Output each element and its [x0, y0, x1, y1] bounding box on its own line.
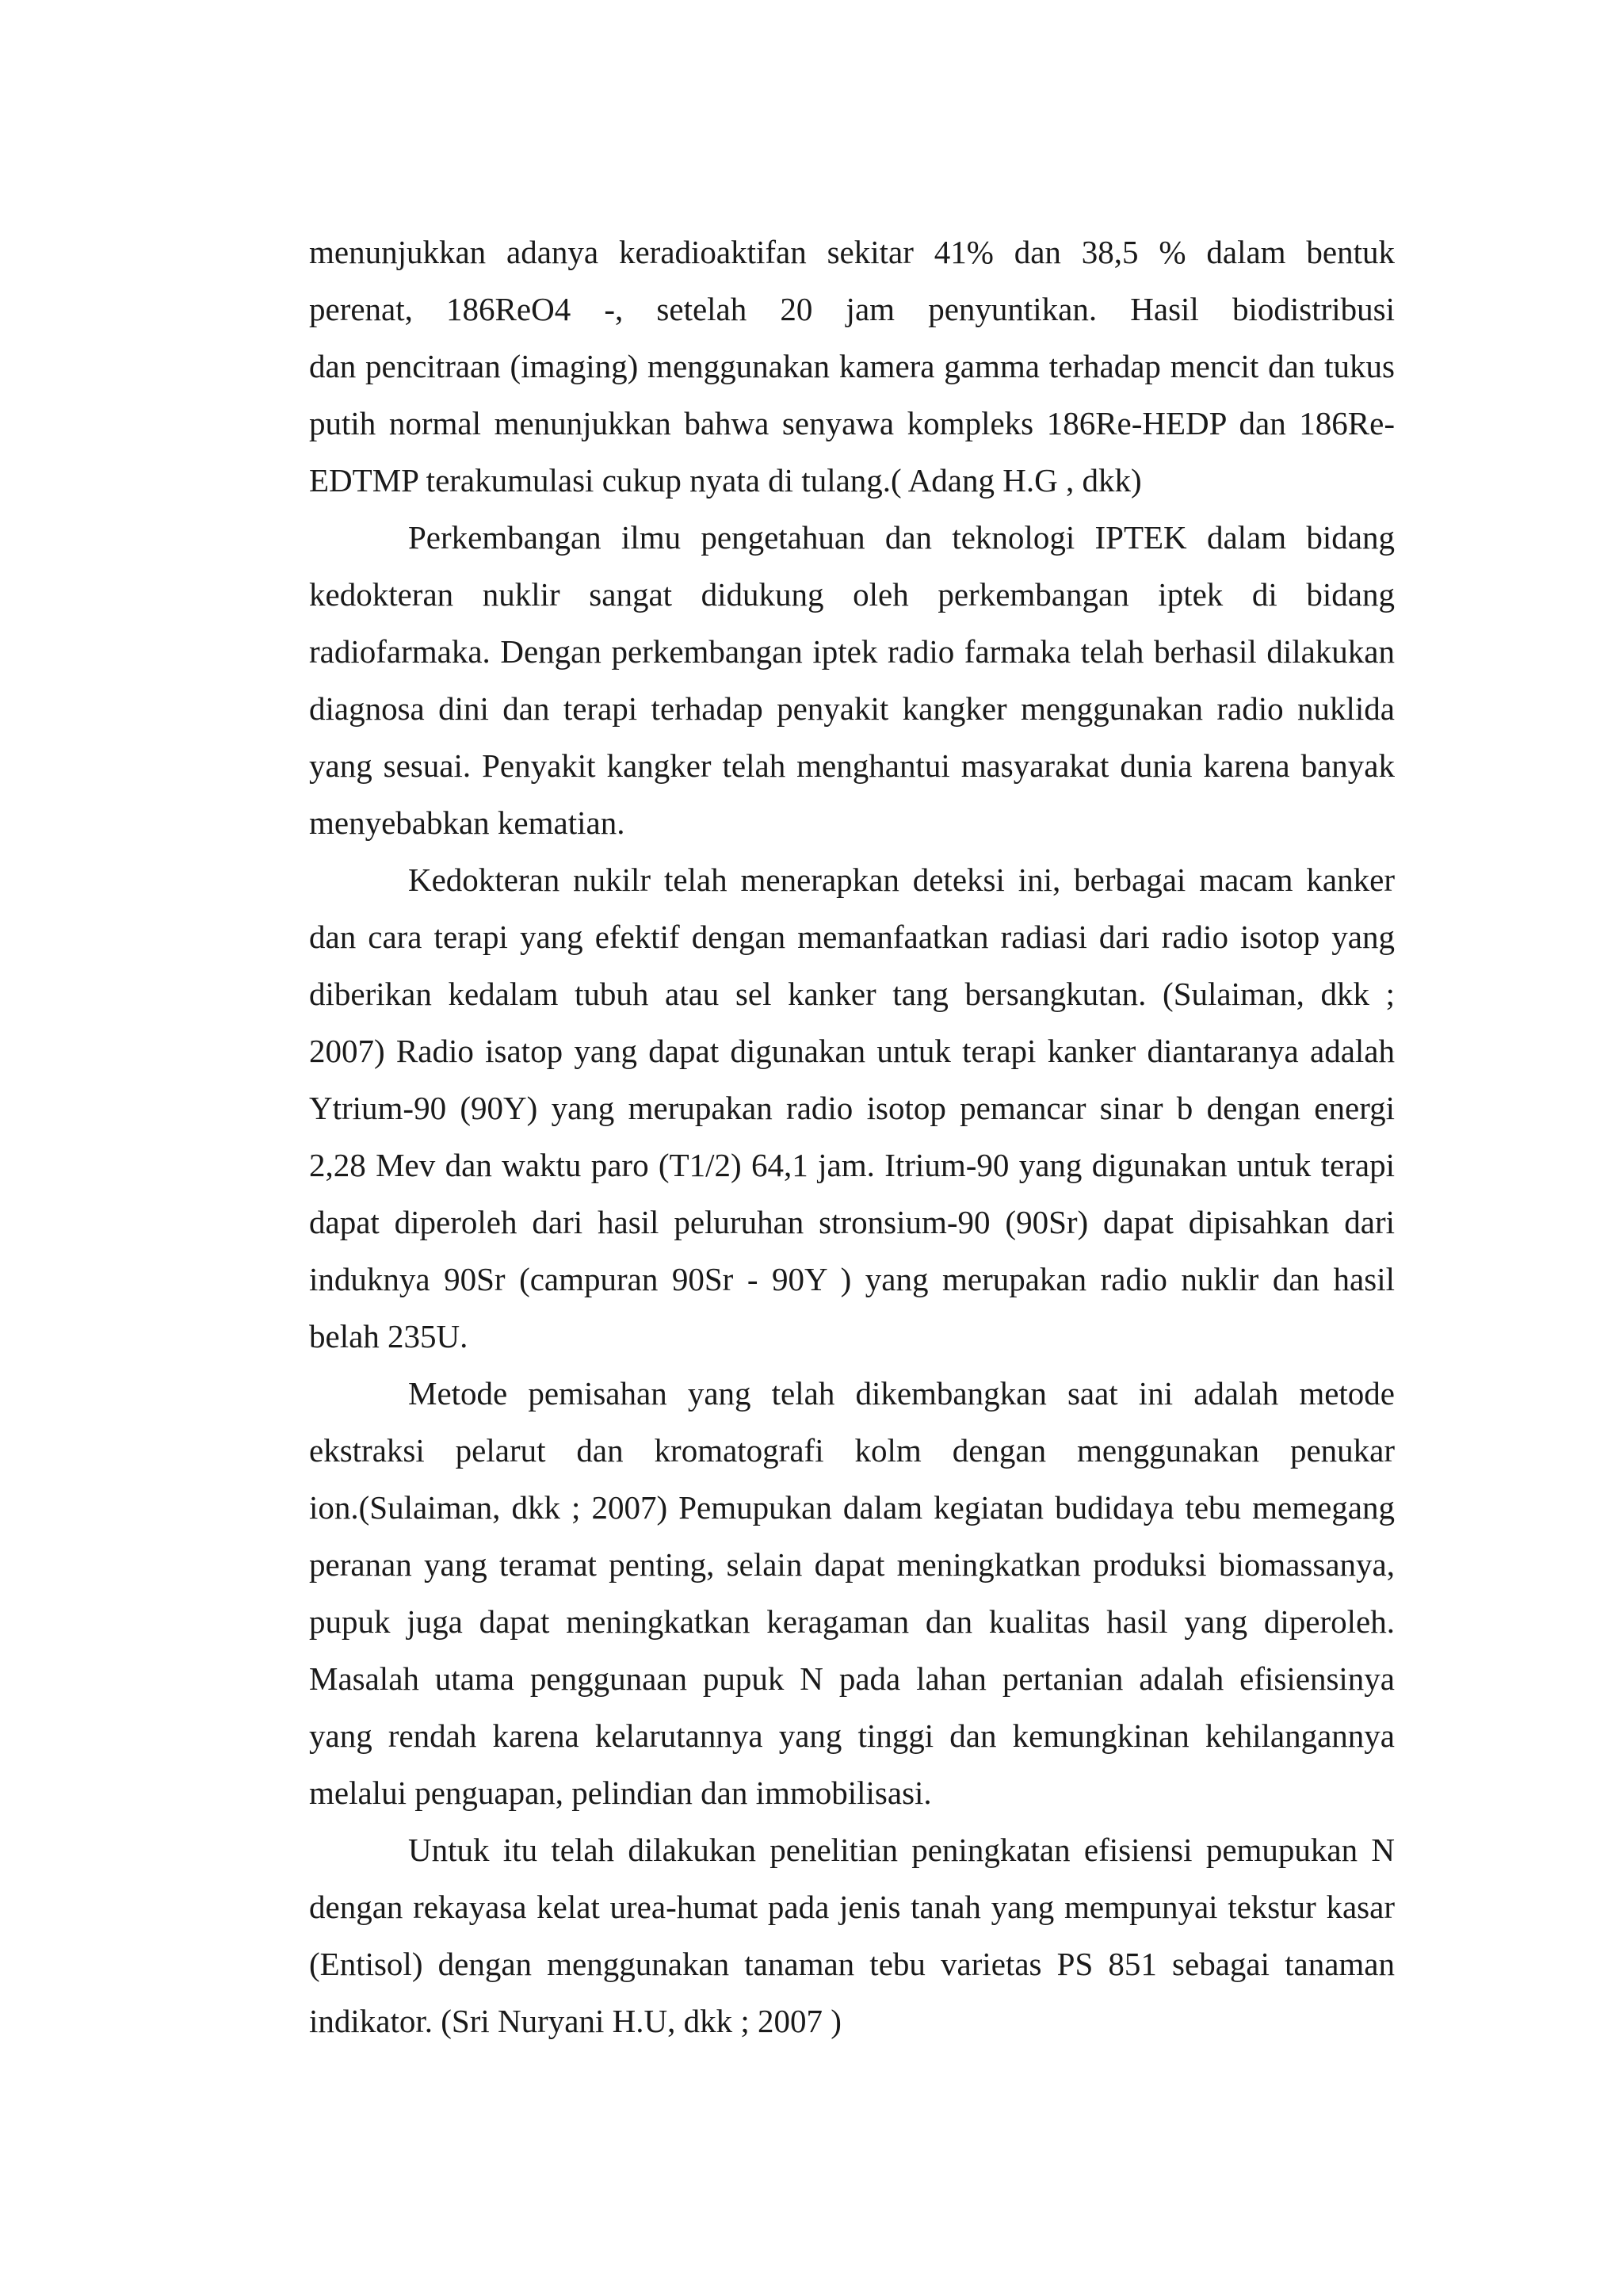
text-line: dan cara terapi yang efektif dengan memanfaatkan radiasi dari radio isotop yang: [309, 919, 1395, 955]
text-line: Masalah utama penggunaan pupuk N pada lahan pertanian adalah efisiensinya: [309, 1660, 1395, 1697]
text-line: 2007) Radio isatop yang dapat digunakan untuk terapi kanker diantaranya adalah: [309, 1033, 1395, 1069]
text-line: EDTMP terakumulasi cukup nyata di tulang.( Adang H.G , dkk): [309, 462, 1142, 499]
text-line: indikator. (Sri Nuryani H.U, dkk ; 2007 ): [309, 2003, 842, 2039]
paragraph-first-line: Kedokteran nukilr telah menerapkan deteksi ini, berbagai macam kanker: [408, 861, 1395, 898]
text-line: peranan yang teramat penting, selain dapat meningkatkan produksi biomassanya,: [309, 1546, 1395, 1583]
text-line: yang rendah karena kelarutannya yang tinggi dan kemungkinan kehilangannya: [309, 1717, 1395, 1754]
text-line: ion.(Sulaiman, dkk ; 2007) Pemupukan dalam kegiatan budidaya tebu memegang: [309, 1489, 1395, 1526]
text-line: Ytrium-90 (90Y) yang merupakan radio isotop pemancar sinar b dengan energi: [309, 1090, 1395, 1126]
paragraph-first-line: Metode pemisahan yang telah dikembangkan saat ini adalah metode: [408, 1375, 1395, 1412]
text-line: pupuk juga dapat meningkatkan keragaman dan kualitas hasil yang diperoleh.: [309, 1603, 1395, 1640]
text-line: yang sesuai. Penyakit kangker telah menghantui masyarakat dunia karena banyak: [309, 747, 1395, 784]
text-line: dengan rekayasa kelat urea-humat pada jenis tanah yang mempunyai tekstur kasar: [309, 1889, 1395, 1925]
paragraph-first-line: Untuk itu telah dilakukan penelitian peningkatan efisiensi pemupukan N: [408, 1832, 1395, 1868]
text-line: dapat diperoleh dari hasil peluruhan stronsium-90 (90Sr) dapat dipisahkan dari: [309, 1204, 1395, 1240]
text-line: diagnosa dini dan terapi terhadap penyakit kangker menggunakan radio nuklida: [309, 690, 1395, 727]
text-line: belah 235U.: [309, 1318, 468, 1354]
text-line: menunjukkan adanya keradioaktifan sekitar 41% dan 38,5 % dalam bentuk: [309, 234, 1395, 270]
text-line: 2,28 Mev dan waktu paro (T1/2) 64,1 jam. Itrium-90 yang digunakan untuk terapi: [309, 1147, 1395, 1183]
text-line: (Entisol) dengan menggunakan tanaman tebu varietas PS 851 sebagai tanaman: [309, 1946, 1395, 1982]
text-line: putih normal menunjukkan bahwa senyawa kompleks 186Re-HEDP dan 186Re-: [309, 405, 1395, 441]
text-line: kedokteran nuklir sangat didukung oleh perkembangan iptek di bidang: [309, 576, 1395, 613]
text-line: radiofarmaka. Dengan perkembangan iptek radio farmaka telah berhasil dilakukan: [309, 633, 1395, 670]
text-line: induknya 90Sr (campuran 90Sr - 90Y ) yang merupakan radio nuklir dan hasil: [309, 1261, 1395, 1297]
text-line: melalui penguapan, pelindian dan immobilisasi.: [309, 1775, 932, 1811]
paragraph-first-line: Perkembangan ilmu pengetahuan dan teknologi IPTEK dalam bidang: [408, 519, 1395, 556]
text-line: diberikan kedalam tubuh atau sel kanker tang bersangkutan. (Sulaiman, dkk ;: [309, 976, 1395, 1012]
text-line: dan pencitraan (imaging) menggunakan kamera gamma terhadap mencit dan tukus: [309, 348, 1395, 384]
text-line: ekstraksi pelarut dan kromatografi kolm dengan menggunakan penukar: [309, 1432, 1395, 1469]
text-line: menyebabkan kematian.: [309, 804, 625, 841]
text-line: perenat, 186ReO4 -, setelah 20 jam penyuntikan. Hasil biodistribusi: [309, 291, 1395, 327]
